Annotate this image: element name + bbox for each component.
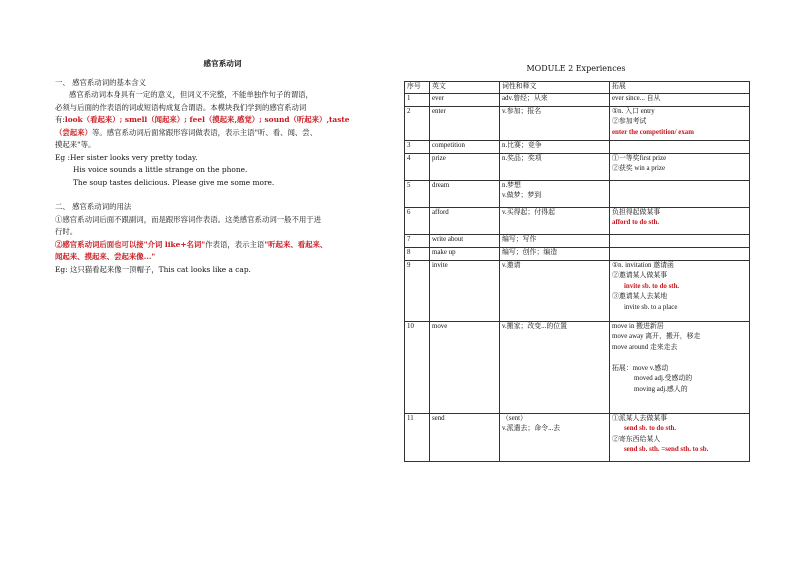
- section-1-title: 一、 感官系动词的基本含义: [55, 77, 147, 87]
- row-definition: [500, 413, 610, 461]
- row-number: 4: [405, 153, 430, 180]
- extension-line: ①派某人去做某事: [612, 414, 668, 422]
- row-word: dream: [430, 180, 500, 207]
- left-column: [55, 58, 390, 276]
- rule-line: ①感官系动词后面不跟副词，而是跟形容词作表语。这类感官系动词一般不用于进: [55, 214, 322, 224]
- row-word: prize: [430, 153, 500, 180]
- extension-line: ②参加考试: [612, 118, 647, 125]
- row-word: move: [430, 321, 500, 413]
- document-title: 感官系动词: [203, 59, 242, 68]
- row-number: 2: [405, 106, 430, 140]
- definition-line: （sent）: [502, 414, 527, 422]
- row-word: enter: [430, 106, 500, 140]
- definition-line: n.梦想: [502, 181, 521, 189]
- row-extension: [610, 413, 750, 461]
- definition-line: v.买得起；付得起: [502, 208, 555, 216]
- paragraph-line: 感官系动词本身具有一定的意义，但词义不完整，不能单独作句子的谓语，: [69, 90, 313, 99]
- table-row: [405, 207, 750, 234]
- verb-list-highlight: look（看起来）; smell（闻起来）; feel（摸起来,感觉）; sound（听起来）,taste: [64, 115, 350, 124]
- header-number: 序号: [405, 82, 430, 94]
- row-extension: [610, 321, 750, 413]
- paragraph-line: 摸起来"等。: [55, 140, 96, 149]
- extension-line: [612, 235, 747, 246]
- row-number: 10: [405, 321, 430, 413]
- row-number: 6: [405, 207, 430, 234]
- row-definition: [500, 93, 610, 106]
- row-definition: [500, 260, 610, 321]
- verb-list-highlight: （尝起来）: [55, 127, 92, 137]
- row-extension: [610, 234, 750, 247]
- row-extension: [610, 180, 750, 207]
- row-extension: [610, 207, 750, 234]
- row-definition: [500, 106, 610, 140]
- row-number: 1: [405, 93, 430, 106]
- rule-line: 闻起来、摸起来、尝起来像...": [55, 252, 156, 261]
- extension-line: [612, 181, 747, 192]
- table-row: [405, 140, 750, 153]
- definition-line: adv.曾经；从来: [502, 94, 548, 102]
- extension-phrase-highlight: invite sb. to do sth.: [624, 282, 680, 290]
- row-word: ever: [430, 93, 500, 106]
- extension-line: moved adj.受感动的: [634, 375, 693, 382]
- table-row: [405, 234, 750, 247]
- table-row: [405, 180, 750, 207]
- row-extension: [610, 260, 750, 321]
- row-definition: [500, 207, 610, 234]
- extension-line: ①一等奖first prize: [612, 154, 667, 162]
- extension-phrase-highlight: enter the competition/ exam: [612, 128, 694, 136]
- row-extension: [610, 140, 750, 153]
- example-sentence: Eg :Her sister looks very pretty today.: [55, 152, 198, 162]
- row-number: 3: [405, 140, 430, 153]
- table-row: [405, 321, 750, 413]
- definition-line: n.奖品；奖项: [502, 154, 542, 162]
- extension-line: ②获奖 win a prize: [612, 165, 666, 172]
- extension-phrase-highlight: afford to do sth.: [612, 219, 660, 226]
- extension-line: ①n. 入口 entry: [612, 107, 655, 115]
- row-word: invite: [430, 260, 500, 321]
- row-word: send: [430, 413, 500, 461]
- row-word: competition: [430, 140, 500, 153]
- extension-line: invite sb. to a place: [624, 303, 678, 311]
- table-row: [405, 413, 750, 461]
- extension-phrase-highlight: send sb. sth. =send sth. to sb.: [624, 446, 709, 453]
- row-definition: [500, 247, 610, 260]
- extension-line: ②邀请某人做某事: [612, 272, 668, 279]
- extension-line: ③邀请某人去某地: [612, 293, 668, 300]
- row-word: make up: [430, 247, 500, 260]
- extension-line: ①n. invitation 邀请函: [612, 261, 674, 269]
- row-definition: [500, 234, 610, 247]
- paragraph-line: （尝起来）等。感官系动词后面常跟形容词做表语，表示主语"听、看、闻、尝、: [55, 127, 318, 137]
- extension-line: move around 走来走去: [612, 343, 678, 351]
- module-title: MODULE 2 Experiences: [526, 64, 626, 73]
- definition-line: v.邀请: [502, 261, 521, 269]
- row-number: 7: [405, 234, 430, 247]
- definition-line: v.做梦；梦到: [502, 192, 542, 199]
- header-extension: 拓展: [610, 82, 750, 94]
- row-extension: [610, 93, 750, 106]
- extension-phrase-highlight: send sb. to do sth.: [624, 425, 677, 432]
- example-sentence: The soup tastes delicious. Please give me some more.: [73, 177, 275, 187]
- rule-line: ②感官系动词后面也可以接"介词 like+名词"作表语，表示主语"听起来、看起来、: [55, 239, 328, 249]
- row-definition: [500, 153, 610, 180]
- table-header-row: [405, 82, 750, 94]
- row-definition: [500, 180, 610, 207]
- spacer: [55, 189, 390, 199]
- vocabulary-table: [404, 81, 750, 462]
- row-word: write about: [430, 234, 500, 247]
- table-row: [405, 106, 750, 140]
- paragraph-line: 有:look（看起来）; smell（闻起来）; feel（摸起来,感觉）; sound（听起来）,taste: [55, 115, 350, 124]
- extension-line: move away 离开，搬开，移走: [612, 333, 701, 340]
- extension-line: ever since... 自从: [612, 94, 661, 102]
- definition-line: n.比赛；竞争: [502, 141, 542, 149]
- extension-line: 负担得起做某事: [612, 208, 661, 216]
- header-english: 英文: [430, 82, 500, 94]
- extension-line: 拓展：move v.感动: [612, 364, 669, 372]
- example-sentence: Eg: 这只猫看起来像一顶帽子，This cat looks like a cap.: [55, 264, 251, 274]
- extension-line: move in 搬进新居: [612, 322, 664, 330]
- definition-line: 编写；写作: [502, 235, 537, 243]
- extension-line: [612, 353, 747, 364]
- row-number: 5: [405, 180, 430, 207]
- row-number: 9: [405, 260, 430, 321]
- extension-line: ②寄东西给某人: [612, 435, 661, 443]
- extension-line: [612, 248, 747, 259]
- definition-line: v.参加；报名: [502, 107, 542, 115]
- rule-line: 行时。: [55, 227, 78, 236]
- table-row: [405, 247, 750, 260]
- table-row: [405, 93, 750, 106]
- definition-line: v.搬家；改变...的位置: [502, 322, 568, 330]
- row-extension: [610, 247, 750, 260]
- row-definition: [500, 140, 610, 153]
- extension-line: [612, 141, 747, 152]
- example-sentence: His voice sounds a little strange on the phone.: [73, 165, 248, 174]
- row-word: afford: [430, 207, 500, 234]
- paragraph-line: 必须与后面的作表语的词或短语构成复合谓语。本模块我们学到的感官系动词: [55, 102, 307, 112]
- row-number: 11: [405, 413, 430, 461]
- definition-line: 编写；创作；编造: [502, 248, 558, 256]
- table-row: [405, 153, 750, 180]
- extension-line: moving adj.感人的: [634, 385, 688, 393]
- row-number: 8: [405, 247, 430, 260]
- table-row: [405, 260, 750, 321]
- row-extension: [610, 106, 750, 140]
- header-definition: 词性和释文: [500, 82, 610, 94]
- row-definition: [500, 321, 610, 413]
- section-2-title: 二、 感官系动词的用法: [55, 202, 132, 211]
- row-extension: [610, 153, 750, 180]
- definition-line: v.派遣去；命令...去: [502, 425, 561, 432]
